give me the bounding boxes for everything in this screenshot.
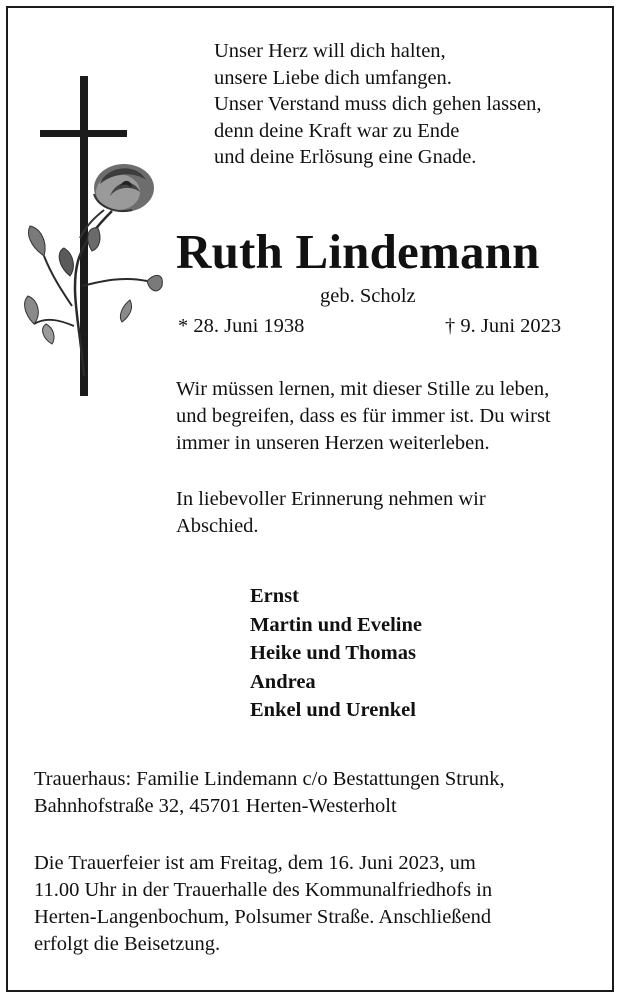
poem-line: und deine Erlösung eine Gnade.	[214, 146, 477, 168]
maiden-name: geb. Scholz	[320, 285, 416, 307]
poem-line: Unser Verstand muss dich gehen lassen,	[214, 93, 542, 115]
ceremony-info	[34, 850, 492, 958]
family-list	[250, 582, 422, 725]
ceremony-line: Die Trauerfeier ist am Freitag, dem 16. Juni 2023, um	[34, 852, 476, 874]
family-member: Andrea	[250, 670, 316, 693]
family-member: Ernst	[250, 585, 299, 607]
family-member: Martin und Eveline	[250, 613, 422, 636]
message-line: immer in unseren Herzen weiterleben.	[176, 432, 490, 454]
ceremony-line: 11.00 Uhr in der Trauerhalle des Kommunalfriedhofs in	[34, 879, 493, 901]
death-date: † 9. Juni 2023	[445, 315, 562, 337]
poem-line: unsere Liebe dich umfangen.	[214, 66, 452, 89]
house-line: Trauerhaus: Familie Lindemann c/o Bestattungen Strunk,	[34, 768, 505, 790]
cross-with-rose-icon	[22, 76, 167, 401]
ceremony-line: Herten-Langenbochum, Polsumer Straße. Anschließend	[34, 906, 492, 928]
farewell-line: In liebevoller Erinnerung nehmen wir	[176, 488, 486, 510]
farewell-paragraph	[176, 486, 486, 540]
message-line: Wir müssen lernen, mit dieser Stille zu leben,	[176, 378, 550, 400]
family-member: Heike und Thomas	[250, 642, 416, 664]
message-line: und begreifen, dass es für immer ist. Du wirst	[176, 405, 551, 427]
birth-date: * 28. Juni 1938	[178, 315, 305, 337]
ceremony-line: erfolgt die Beisetzung.	[34, 933, 221, 955]
family-member: Enkel und Urenkel	[250, 699, 416, 721]
poem-line: denn deine Kraft war zu Ende	[214, 119, 460, 142]
mourning-house	[34, 766, 505, 820]
house-line: Bahnhofstraße 32, 45701 Herten-Westerholt	[34, 795, 397, 817]
farewell-line: Abschied.	[176, 515, 259, 537]
message-paragraph	[176, 376, 551, 457]
poem-line: Unser Herz will dich halten,	[214, 40, 446, 62]
poem	[214, 38, 542, 171]
deceased-name: Ruth Lindemann	[176, 224, 540, 279]
